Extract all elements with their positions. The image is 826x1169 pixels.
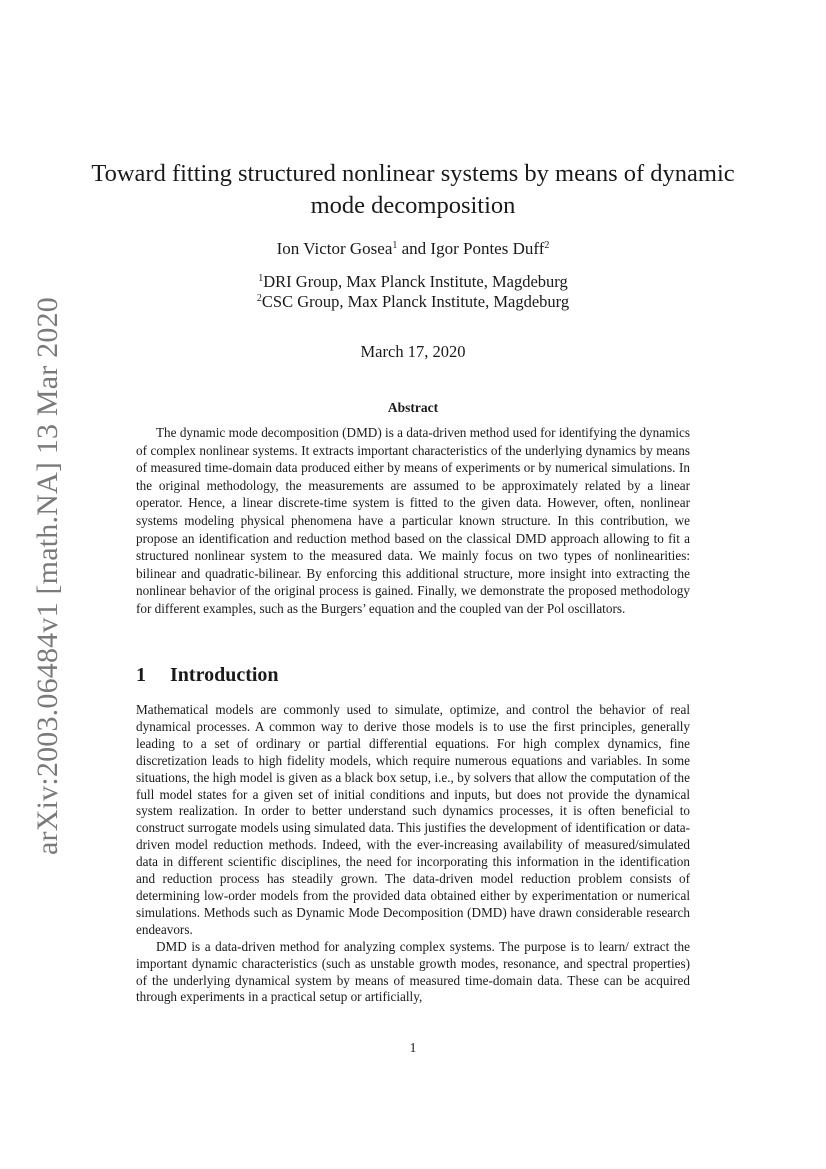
- affiliation-list: [80, 272, 746, 312]
- section-number: 1: [136, 664, 146, 686]
- page-number: 1: [409, 1040, 417, 1055]
- abstract-text: The dynamic mode decomposition (DMD) is a data-driven method used for identifying the dynamics of complex nonlinear systems. It extracts important characteristics of the underlying dynamics by means of measured time-domain data produced either by means of experiments or by numerical simulations. In the original methodology, the measurements are assumed to be approximately related by a linear operator. Hence, a linear discrete-time system is fitted to the given data. However, often, nonlinear systems modeling physical phenomena have a particular known structure. In this contribution, we propose an identification and reduction method based on the classical DMD approach allowing to fit a structured nonlinear system to the measured data. We mainly focus on two types of nonlinearities: bilinear and quadratic-bilinear. By enforcing this additional structure, more insight into extracting the nonlinear behavior of the original process is gained. Finally, we demonstrate the proposed methodology for different examples, such as the Burgers’ equation and the coupled van der Pol oscillators.: [136, 425, 690, 616]
- affiliation: [80, 292, 746, 312]
- section-heading: [136, 663, 279, 687]
- paper-title: Toward fitting structured nonlinear systems by means of dynamic mode decomposition: [91, 160, 735, 219]
- affiliation-mark: 2: [256, 293, 262, 304]
- paper-date: March 17, 2020: [360, 342, 466, 361]
- introduction-body: [136, 702, 690, 1006]
- affiliation: [80, 272, 746, 292]
- author-list: [80, 238, 746, 260]
- paragraph: Mathematical models are commonly used to simulate, optimize, and control the behavior of real dynamical processes. A common way to derive those models is to use the first principles, generally leading to a set of ordinary or partial differential equations. For high complex dynamics, fine discretization leads to high fidelity models, which require numerous equations and variables. In some situations, the high model is given as a black box setup, i.e., by solvers that allow the computation of the full model states for a given set of initial conditions and inputs, but does not provide the dynamical system realization. In order to better understand such dynamics processes, it is often beneficial to construct surrogate models using simulated data. This justifies the development of identification or data-driven model reduction methods. Indeed, with the ever-increasing availability of measured/simulated data in different scientific disciplines, the need for incorporating this information in the identification and reduction process has steadily grown. The data-driven model reduction problem consists of determining low-order models from the provided data obtained either by experimentation or numerical simulations. Methods such as Dynamic Mode Decomposition (DMD) have drawn considerable research endeavors.: [136, 702, 690, 937]
- author-conjunction: and: [397, 239, 431, 258]
- arxiv-identifier: arXiv:2003.06484v1 [math.NA] 13 Mar 2020: [31, 297, 64, 855]
- section-title: Introduction: [170, 664, 279, 686]
- affiliation-mark: 2: [544, 240, 550, 251]
- paragraph: DMD is a data-driven method for analyzing complex systems. The purpose is to learn/ extract the important dynamic characteristics (such as unstable growth modes, resonance, and spectral properties) of the underlying dynamical system by means of measured time-domain data. These can be acquired through experiments in a practical setup or artificially,: [136, 938, 690, 1005]
- affiliation-text: DRI Group, Max Planck Institute, Magdeburg: [263, 272, 568, 291]
- author-name: Ion Victor Gosea: [276, 239, 393, 258]
- affiliation-text: CSC Group, Max Planck Institute, Magdeburg: [261, 292, 570, 311]
- affiliation-mark: 1: [392, 240, 398, 251]
- affiliation-mark: 1: [258, 273, 264, 284]
- abstract-heading: Abstract: [387, 400, 439, 415]
- author-name: Igor Pontes Duff: [430, 239, 545, 258]
